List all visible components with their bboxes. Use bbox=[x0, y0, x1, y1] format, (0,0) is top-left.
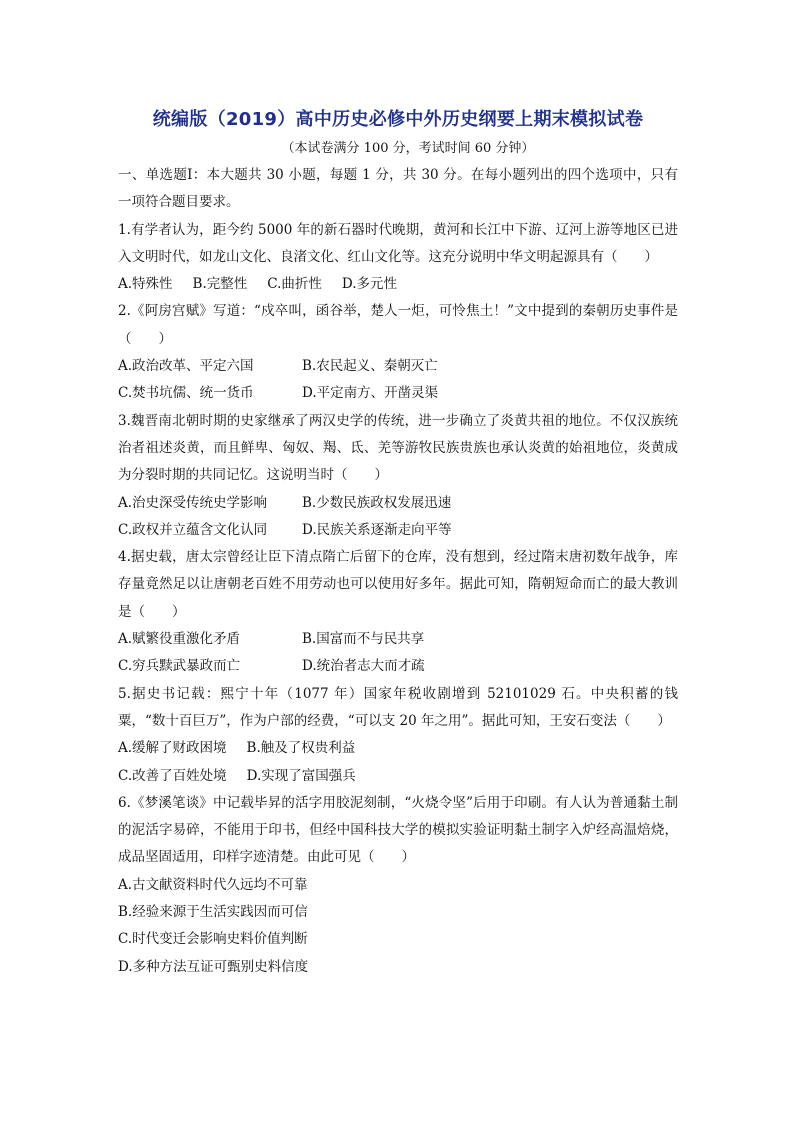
exam-title: 统编版（2019）高中历史必修中外历史纲要上期末模拟试卷 bbox=[152, 109, 644, 130]
option-b: B.少数民族政权发展迅速 bbox=[302, 494, 452, 511]
question-options bbox=[118, 653, 678, 680]
option-c: C.曲折性 bbox=[267, 276, 322, 293]
question-options bbox=[118, 517, 678, 544]
section-instructions: 一、单选题Ⅰ：本大题共 30 小题，每题 1 分，共 30 分。在每小题列出的四个选项中，只有一项符合题目要求。 bbox=[118, 167, 678, 211]
question-stem: 6.《梦溪笔谈》中记载毕昇的活字用胶泥刻制，“火烧令坚”后用于印刷。有人认为普通黏土制的泥活字易碎，不能用于印书，但经中国科技大学的模拟实验证明黏土制字入炉经高温焙烧，成品坚固适用，印样字迹清楚。由此可见（ ） bbox=[118, 794, 678, 866]
question-options bbox=[118, 353, 678, 380]
option-a: A.古文献资料时代久远均不可靠 bbox=[118, 876, 308, 893]
question-4 bbox=[118, 544, 678, 680]
question-options bbox=[118, 735, 678, 762]
question-options bbox=[118, 626, 678, 653]
exam-page bbox=[118, 104, 678, 981]
option-b: B.经验来源于生活实践因而可信 bbox=[118, 904, 308, 921]
question-3 bbox=[118, 408, 678, 544]
option-d: D.平定南方、开凿灵渠 bbox=[302, 385, 439, 402]
question-stem: 2.《阿房宫赋》写道：“戍卒叫，函谷举，楚人一炬，可怜焦土！”文中提到的秦朝历史事件是（ ） bbox=[118, 303, 678, 347]
option-a: A.缓解了财政困境 bbox=[118, 740, 227, 757]
option-a: A.赋繁役重激化矛盾 bbox=[118, 631, 241, 648]
option-c: C.政权并立蕴含文化认同 bbox=[118, 521, 268, 538]
question-stem: 1.有学者认为，距今约 5000 年的新石器时代晚期，黄河和长江中下游、辽河上游等地区已进入文明时代，如龙山文化、良渚文化、红山文化等。这充分说明中华文明起源具有（ ） bbox=[118, 221, 678, 265]
question-stem: 3.魏晋南北朝时期的史家继承了两汉史学的传统，进一步确立了炎黄共祖的地位。不仅汉族统治者祖述炎黄，而且鲜卑、匈奴、羯、氐、羌等游牧民族贵族也承认炎黄的始祖地位，炎黄成为分裂时期的共同记忆。这说明当时（ ） bbox=[118, 412, 678, 484]
option-d: D.民族关系逐渐走向平等 bbox=[302, 521, 452, 538]
question-stem: 5.据史书记载：熙宁十年（1077 年）国家年税收剧增到 52101029 石。中央积蓄的钱粟，“数十百巨万”，作为户部的经费，“可以支 20 年之用”。据此可知，王安石变法（ ） bbox=[118, 685, 678, 729]
option-c: C.焚书坑儒、统一货币 bbox=[118, 385, 254, 402]
option-c: C.时代变迁会影响史料价值判断 bbox=[118, 931, 308, 948]
question-1 bbox=[118, 217, 678, 299]
option-d: D.统治者志大而才疏 bbox=[302, 658, 425, 675]
option-d: D.多种方法互证可甄别史料信度 bbox=[118, 958, 309, 975]
question-stem: 4.据史载，唐太宗曾经让臣下清点隋亡后留下的仓库，没有想到，经过隋末唐初数年战争，库存量竟然足以让唐朝老百姓不用劳动也可以使用好多年。据此可知，隋朝短命而亡的最大教训是（ ） bbox=[118, 549, 678, 620]
option-b: B.完整性 bbox=[192, 276, 248, 293]
option-c: C.改善了百姓处境 bbox=[118, 767, 227, 784]
question-options bbox=[118, 490, 678, 517]
option-d: D.实现了富国强兵 bbox=[246, 767, 356, 784]
question-options bbox=[118, 380, 678, 407]
option-a: A.政治改革、平定六国 bbox=[118, 358, 254, 375]
option-b: B.触及了权贵利益 bbox=[246, 740, 356, 757]
option-b: B.国富而不与民共享 bbox=[302, 631, 425, 648]
option-d: D.多元性 bbox=[341, 276, 398, 293]
option-b: B.农民起义、秦朝灭亡 bbox=[302, 358, 438, 375]
option-a: A.治史深受传统史学影响 bbox=[118, 494, 268, 511]
option-a: A.特殊性 bbox=[118, 276, 173, 293]
option-c: C.穷兵黩武暴政而亡 bbox=[118, 658, 241, 675]
question-6 bbox=[118, 790, 678, 981]
exam-subtitle: （本试卷满分 100 分，考试时间 60 分钟） bbox=[281, 141, 535, 156]
question-2 bbox=[118, 298, 678, 407]
question-options bbox=[118, 763, 678, 790]
question-5 bbox=[118, 681, 678, 790]
question-options bbox=[118, 271, 678, 298]
